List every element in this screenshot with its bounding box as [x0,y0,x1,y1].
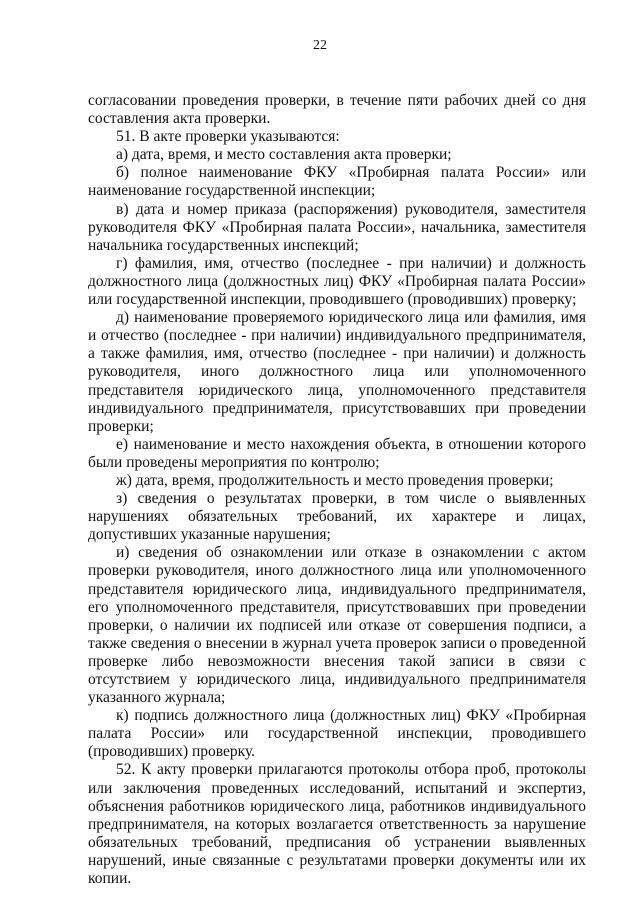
paragraph-continuation: согласовании проведения проверки, в течение пяти рабочих дней со дня составления акта проверки. [88,92,586,128]
paragraph-item-z: з) сведения о результатах проверки, в том числе о выявленных нарушениях обязательных требований, их характере и лицах, допустивших указанные нарушения; [88,490,586,544]
paragraph-item-b: б) полное наименование ФКУ «Пробирная палата России» или наименование государственной инспекции; [88,164,586,200]
paragraph-item-v: в) дата и номер приказа (распоряжения) руководителя, заместителя руководителя ФКУ «Пробирная палата России», начальника, заместителя начальника государственных инспекций; [88,200,586,254]
paragraph-item-k: к) подпись должностного лица (должностных лиц) ФКУ «Пробирная палата России» или государственной инспекции, проводившего (проводивших) проверку. [88,707,586,761]
paragraph-item-zh: ж) дата, время, продолжительность и место проведения проверки; [116,471,554,489]
document-body [88,92,586,888]
paragraph-clause-52: 52. К акту проверки прилагаются протоколы отбора проб, протоколы или заключения проведенных исследований, испытаний и экспертиз, объяснения работников юридического лица, работников индивидуального предпринимателя, на которых возлагается ответственность за нарушение обязательных требований, предписания об устранении выявленных нарушений, иные связанные с результатами проверки документы или их копии. [88,761,586,888]
page-number: 22 [313,38,327,53]
paragraph-item-d: д) наименование проверяемого юридического лица или фамилия, имя и отчество (последнее - при наличии) индивидуального предпринимателя, а также фамилия, имя, отчество (последнее - при наличии) и должность руководителя, иного должностного лица или уполномоченного представителя юридического лица, уполномоченного представителя индивидуального предпринимателя, присутствовавших при проведении проверки; [88,309,586,435]
paragraph-item-g: г) фамилия, имя, отчество (последнее - при наличии) и должность должностного лица (должностных лиц) ФКУ «Пробирная палата России» или государственной инспекции, проводившего (проводивших) проверку; [88,254,586,309]
paragraph-item-a: а) дата, время, и место составления акта проверки; [116,146,452,164]
paragraph-item-e: е) наименование и место нахождения объекта, в отношении которого были проведены мероприятия по контролю; [88,435,586,471]
paragraph-clause-51: 51. В акте проверки указываются: [116,128,340,146]
paragraph-item-i: и) сведения об ознакомлении или отказе в ознакомлении с актом проверки руководителя, иного должностного лица или уполномоченного представителя юридического лица, индивидуального предпринимателя, его уполномоченного представителя, присутствовавших при проведении проверки, о наличии их подписей или отказе от совершения подписи, а также сведения о внесении в журнал учета проверок записи о проведенной проверке либо невозможности внесения такой записи в связи с отсутствием у юридического лица, индивидуального предпринимателя указанного журнала; [88,544,586,707]
